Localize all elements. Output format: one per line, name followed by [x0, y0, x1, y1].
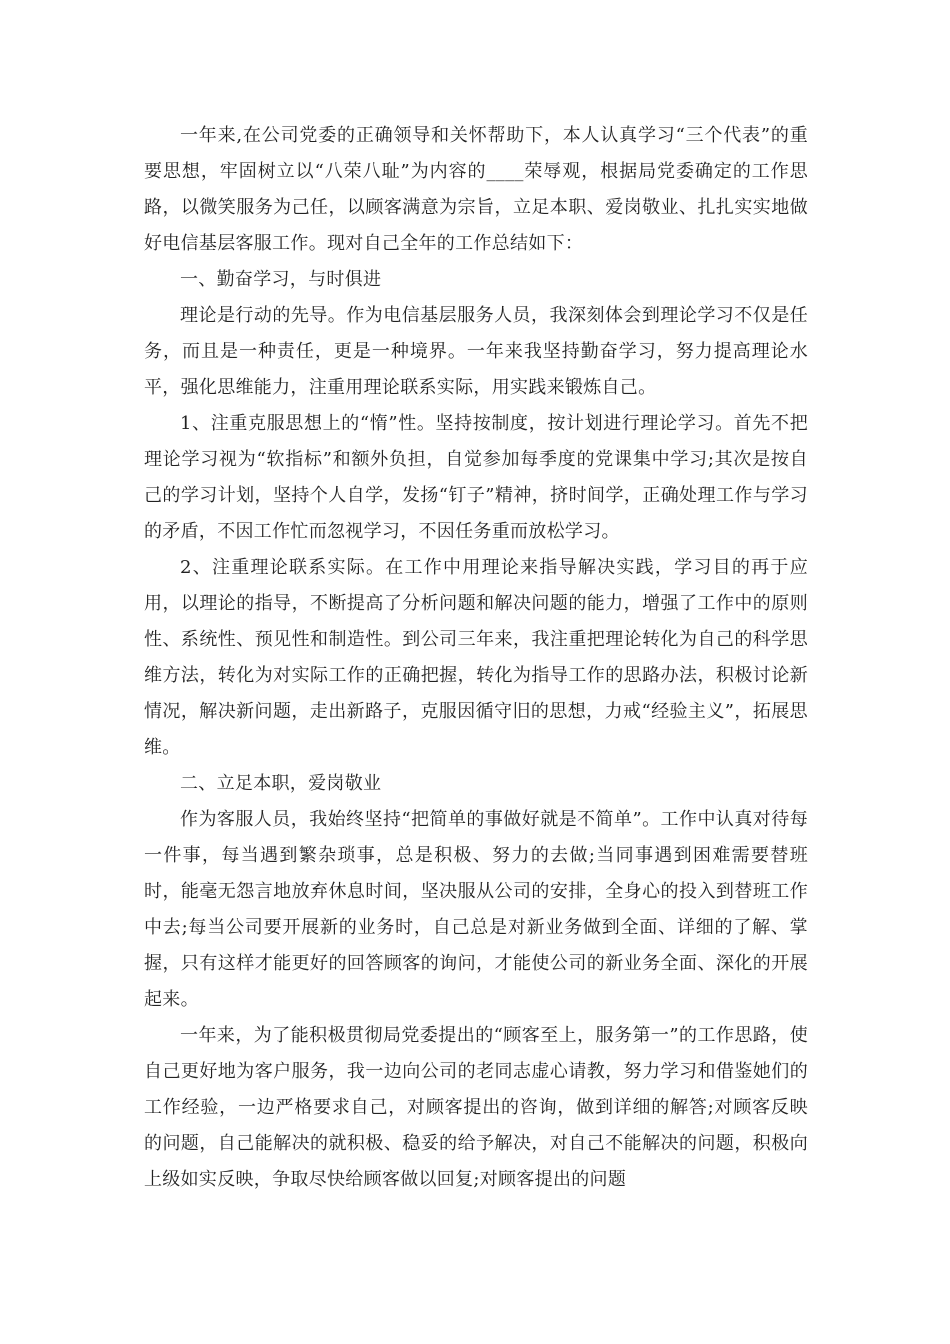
document-body	[144, 118, 808, 1198]
point-2-paragraph: 2、注重理论联系实际。在工作中用理论来指导解决实践，学习目的再于应用，以理论的指导，不断提高了分析问题和解决问题的能力，增强了工作中的原则性、系统性、预见性和制造性。到公司三年来，我注重把理论转化为自己的科学思维方法，转化为对实际工作的正确把握，转化为指导工作的思路办法，积极讨论新情况，解决新问题，走出新路子，克服因循守旧的思想，力戒“经验主义”，拓展思维。	[144, 557, 808, 758]
point-1-paragraph: 1、注重克服思想上的“惰”性。坚持按制度，按计划进行理论学习。首先不把理论学习视为“软指标”和额外负担，自觉参加每季度的党课集中学习;其次是按自己的学习计划，坚持个人自学，发扬“钉子”精神，挤时间学，正确处理工作与学习的矛盾，不因工作忙而忽视学习，不因任务重而放松学习。	[144, 413, 808, 542]
intro-paragraph: 一年来,在公司党委的正确领导和关怀帮助下，本人认真学习“三个代表”的重要思想，牢固树立以“八荣八耻”为内容的____荣辱观，根据局党委确定的工作思路，以微笑服务为己任，以顾客满意为宗旨，立足本职、爱岗敬业、扎扎实实地做好电信基层客服工作。现对自己全年的工作总结如下：	[144, 125, 808, 254]
theory-paragraph: 理论是行动的先导。作为电信基层服务人员，我深刻体会到理论学习不仅是任务，而且是一种责任，更是一种境界。一年来我坚持勤奋学习，努力提高理论水平，强化思维能力，注重用理论联系实际，用实践来锻炼自己。	[144, 305, 808, 398]
customer-paragraph: 一年来，为了能积极贯彻局党委提出的“顾客至上，服务第一”的工作思路，使自己更好地为客户服务，我一边向公司的老同志虚心请教，努力学习和借鉴她们的工作经验，一边严格要求自己，对顾客提出的咨询，做到详细的解答;对顾客反映的问题，自己能解决的就积极、稳妥的给予解决，对自己不能解决的问题，积极向上级如实反映，争取尽快给顾客做以回复;对顾客提出的问题	[144, 1025, 808, 1190]
section-heading-study: 一、勤奋学习，与时俱进	[180, 269, 382, 290]
service-paragraph: 作为客服人员，我始终坚持“把简单的事做好就是不简单”。工作中认真对待每一件事，每当遇到繁杂琐事，总是积极、努力的去做;当同事遇到困难需要替班时，能毫无怨言地放弃休息时间，坚决服从公司的安排，全身心的投入到替班工作中去;每当公司要开展新的业务时，自己总是对新业务做到全面、详细的了解、掌握，只有这样才能更好的回答顾客的询问，才能使公司的新业务全面、深化的开展起来。	[144, 809, 808, 1010]
section-heading-job: 二、立足本职，爱岗敬业	[180, 773, 382, 794]
